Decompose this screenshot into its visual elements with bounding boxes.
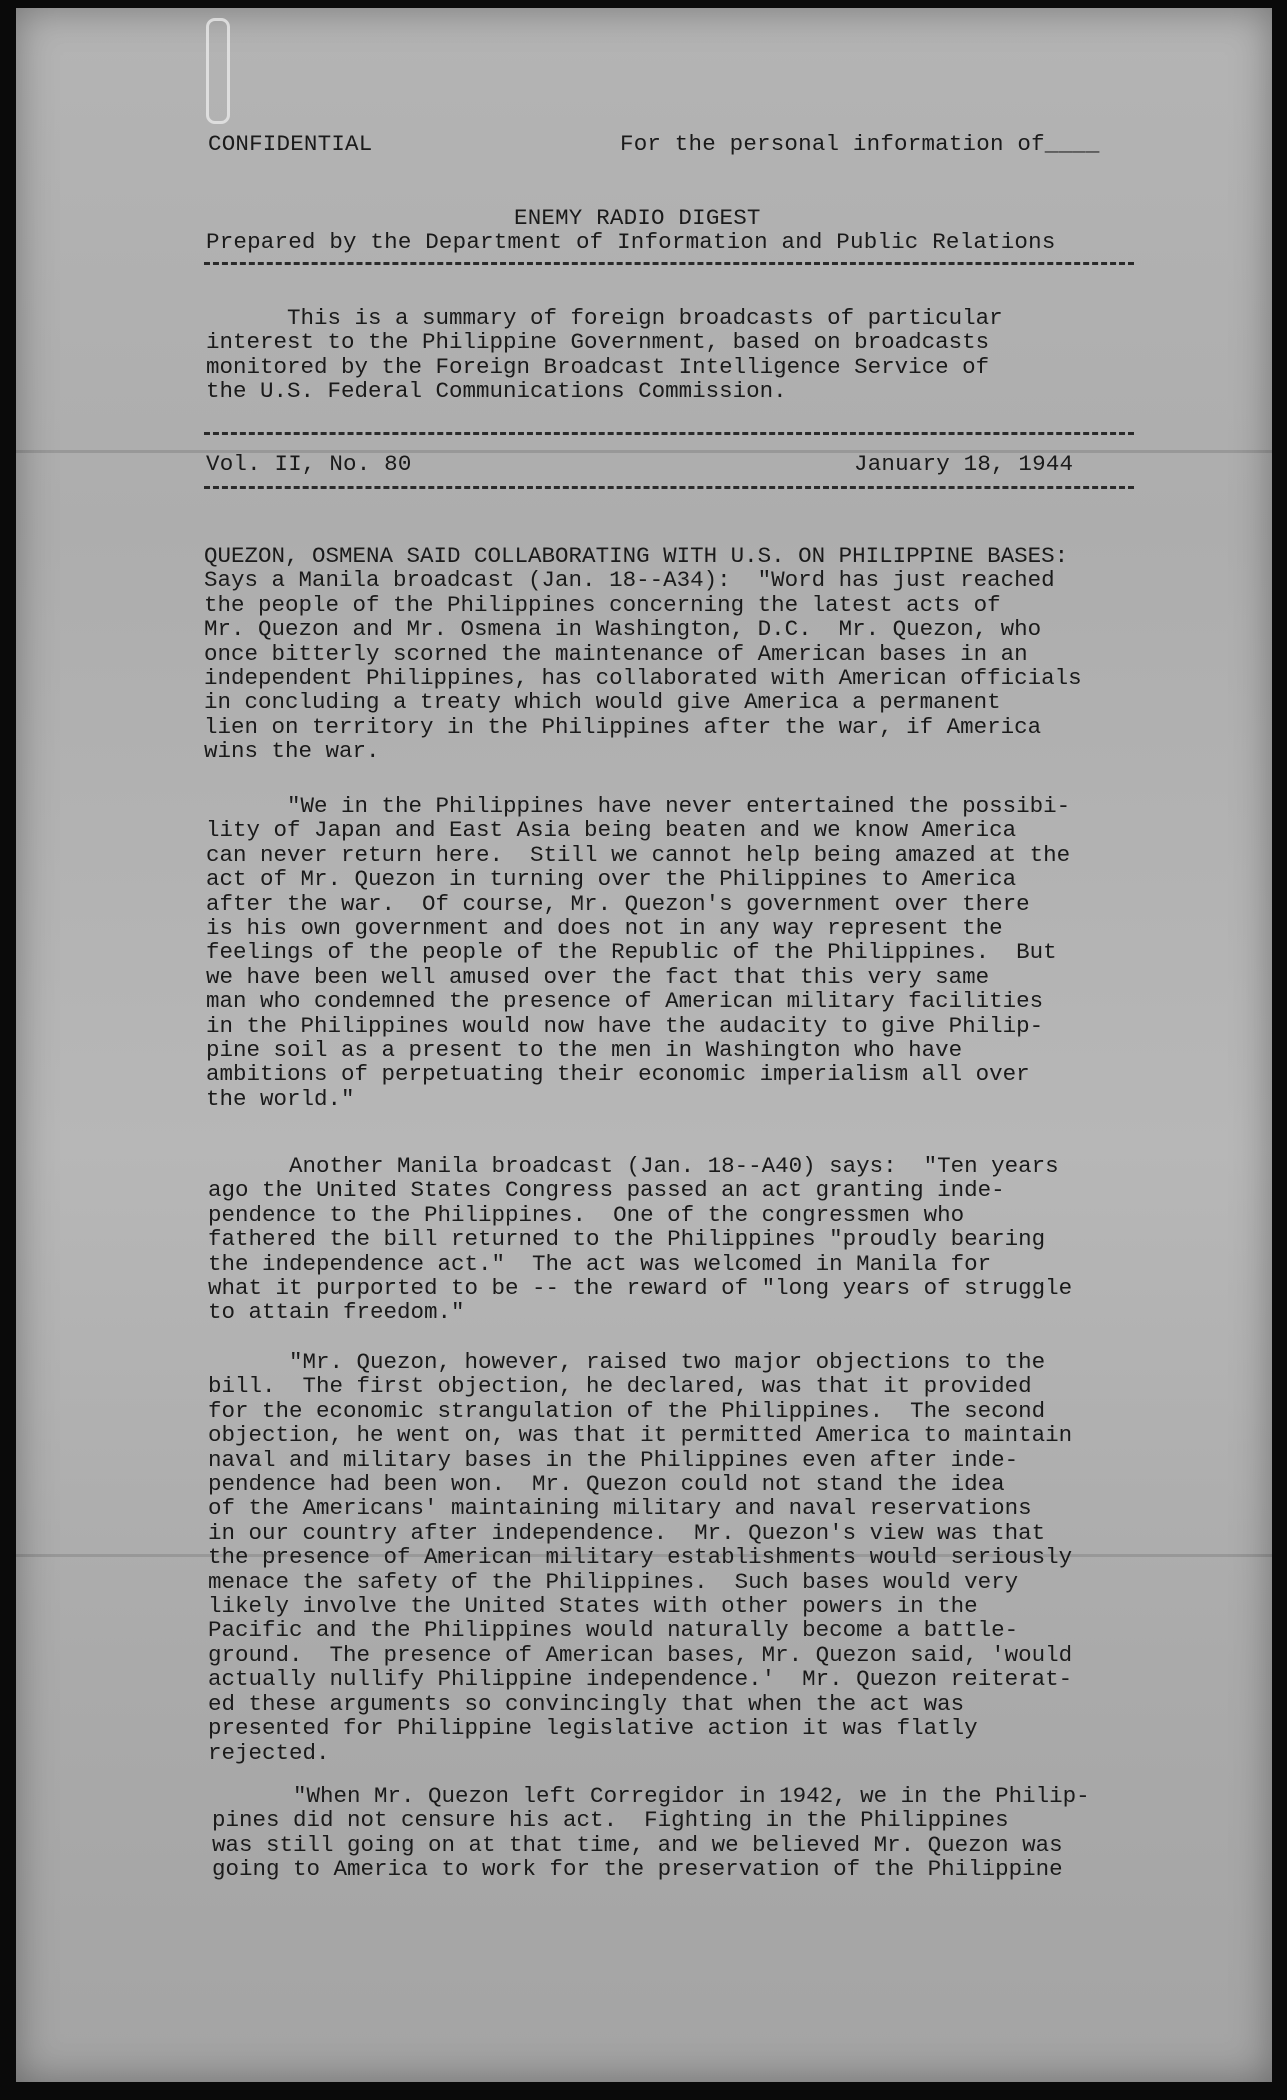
text-line: the independence act." The act was welcomed in Manila for (208, 1250, 992, 1277)
summary-line: This is a summary of foreign broadcasts of particular (206, 305, 1003, 331)
text-line: Mr. Quezon and Mr. Osmena in Washington, D.C. Mr. Quezon, who (204, 616, 1042, 643)
text-line: going to America to work for the preservation of the Philippine (212, 1856, 1063, 1883)
text-line: is his own government and does not in any way represent the (206, 915, 1003, 942)
text-line: pine soil as a present to the men in Washington who have (206, 1037, 963, 1064)
text-line: pendence to the Philippines. One of the congressmen who (208, 1201, 965, 1228)
paragraph-1 (204, 544, 1082, 764)
summary-line: monitored by the Foreign Broadcast Intelligence Service of (206, 353, 990, 380)
paragraph-5 (212, 1784, 1090, 1882)
text-line: pendence had been won. Mr. Quezon could not stand the idea (208, 1471, 1005, 1498)
text-line: "Mr. Quezon, however, raised two major objections to the (208, 1349, 1046, 1375)
text-line: naval and military bases in the Philippines even after inde- (208, 1446, 1019, 1473)
text-line: act of Mr. Quezon in turning over the Philippines to America (206, 866, 1017, 893)
paper-clip-mark (206, 18, 230, 124)
dashed-rule (204, 262, 1134, 265)
paragraph-2 (206, 794, 1070, 1111)
text-line: pines did not censure his act. Fighting in the Philippines (212, 1807, 1009, 1834)
text-line: to attain freedom." (208, 1299, 465, 1326)
digest-title: ENEMY RADIO DIGEST (514, 205, 761, 231)
text-line: objection, he went on, was that it permitted America to maintain (208, 1422, 1073, 1449)
text-line: QUEZON, OSMENA SAID COLLABORATING WITH U.S. ON PHILIPPINE BASES: (204, 543, 1069, 569)
dashed-rule (204, 432, 1134, 435)
text-line: can never return here. Still we cannot help being amazed at the (206, 841, 1071, 868)
text-line: fathered the bill returned to the Philippines "proudly bearing (208, 1226, 1046, 1253)
text-line: feelings of the people of the Republic of the Philippines. But (206, 939, 1057, 966)
volume-number: Vol. II, No. 80 (206, 451, 412, 477)
text-line: the people of the Philippines concerning the latest acts of (204, 591, 1001, 618)
confidential-label: CONFIDENTIAL (208, 131, 373, 157)
paragraph-3 (208, 1154, 1072, 1325)
text-line: Says a Manila broadcast (Jan. 18--A34): "Word has just reached (204, 567, 1055, 594)
text-line: we have been well amused over the fact that this very same (206, 963, 990, 990)
text-line: in concluding a treaty which would give America a permanent (204, 689, 1001, 716)
text-line: the presence of American military establishments would seriously (208, 1544, 1073, 1571)
text-line: presented for Philippine legislative action it was flatly (208, 1715, 978, 1742)
text-line: actually nullify Philippine independence.' Mr. Quezon reiterat- (208, 1666, 1073, 1693)
text-line: man who condemned the presence of American military facilities (206, 988, 1044, 1015)
issue-date: January 18, 1944 (854, 451, 1074, 477)
text-line: what it purported to be -- the reward of "long years of struggle (208, 1275, 1073, 1302)
text-line: "When Mr. Quezon left Corregidor in 1942, we in the Philip- (212, 1783, 1090, 1809)
text-line: the world." (206, 1085, 355, 1112)
text-line: Pacific and the Philippines would naturally become a battle- (208, 1617, 1019, 1644)
text-line: in the Philippines would now have the audacity to give Philip- (206, 1012, 1044, 1039)
text-line: once bitterly scorned the maintenance of American bases in an (204, 640, 1028, 667)
text-line: lien on territory in the Philippines after the war, if America (204, 713, 1042, 740)
text-line: for the economic strangulation of the Philippines. The second (208, 1397, 1046, 1424)
text-line: likely involve the United States with other powers in the (208, 1593, 978, 1620)
text-line: Another Manila broadcast (Jan. 18--A40) says: "Ten years (208, 1153, 1059, 1179)
text-line: ago the United States Congress passed an act granting inde- (208, 1177, 1005, 1204)
prepared-by-line: Prepared by the Department of Information and Public Relations (206, 229, 1056, 255)
text-line: lity of Japan and East Asia being beaten and we know America (206, 817, 1017, 844)
text-line: ed these arguments so convincingly that when the act was (208, 1690, 965, 1717)
dashed-rule (204, 486, 1134, 489)
text-line: ground. The presence of American bases, Mr. Quezon said, 'would (208, 1641, 1073, 1668)
fold-line (16, 450, 1272, 453)
text-line: was still going on at that time, and we believed Mr. Quezon was (212, 1831, 1063, 1858)
text-line: "We in the Philippines have never entertained the possibi- (206, 793, 1071, 819)
text-line: wins the war. (204, 738, 380, 765)
text-line: menace the safety of the Philippines. Such bases would very (208, 1568, 1019, 1595)
text-line: in our country after independence. Mr. Quezon's view was that (208, 1519, 1046, 1546)
summary-block (206, 306, 1003, 404)
text-line: ambitions of perpetuating their economic imperialism all over (206, 1061, 1030, 1088)
text-line: after the war. Of course, Mr. Quezon's government over there (206, 890, 1030, 917)
paragraph-4 (208, 1350, 1072, 1765)
text-line: bill. The first objection, he declared, was that it provided (208, 1373, 1032, 1400)
personal-info-line: For the personal information of____ (620, 131, 1100, 157)
text-line: of the Americans' maintaining military and naval reservations (208, 1495, 1032, 1522)
text-line: independent Philippines, has collaborated with American officials (204, 665, 1082, 692)
summary-line: the U.S. Federal Communications Commission. (206, 378, 787, 405)
document-page (16, 8, 1272, 2082)
summary-line: interest to the Philippine Government, based on broadcasts (206, 329, 990, 356)
text-line: rejected. (208, 1739, 330, 1766)
